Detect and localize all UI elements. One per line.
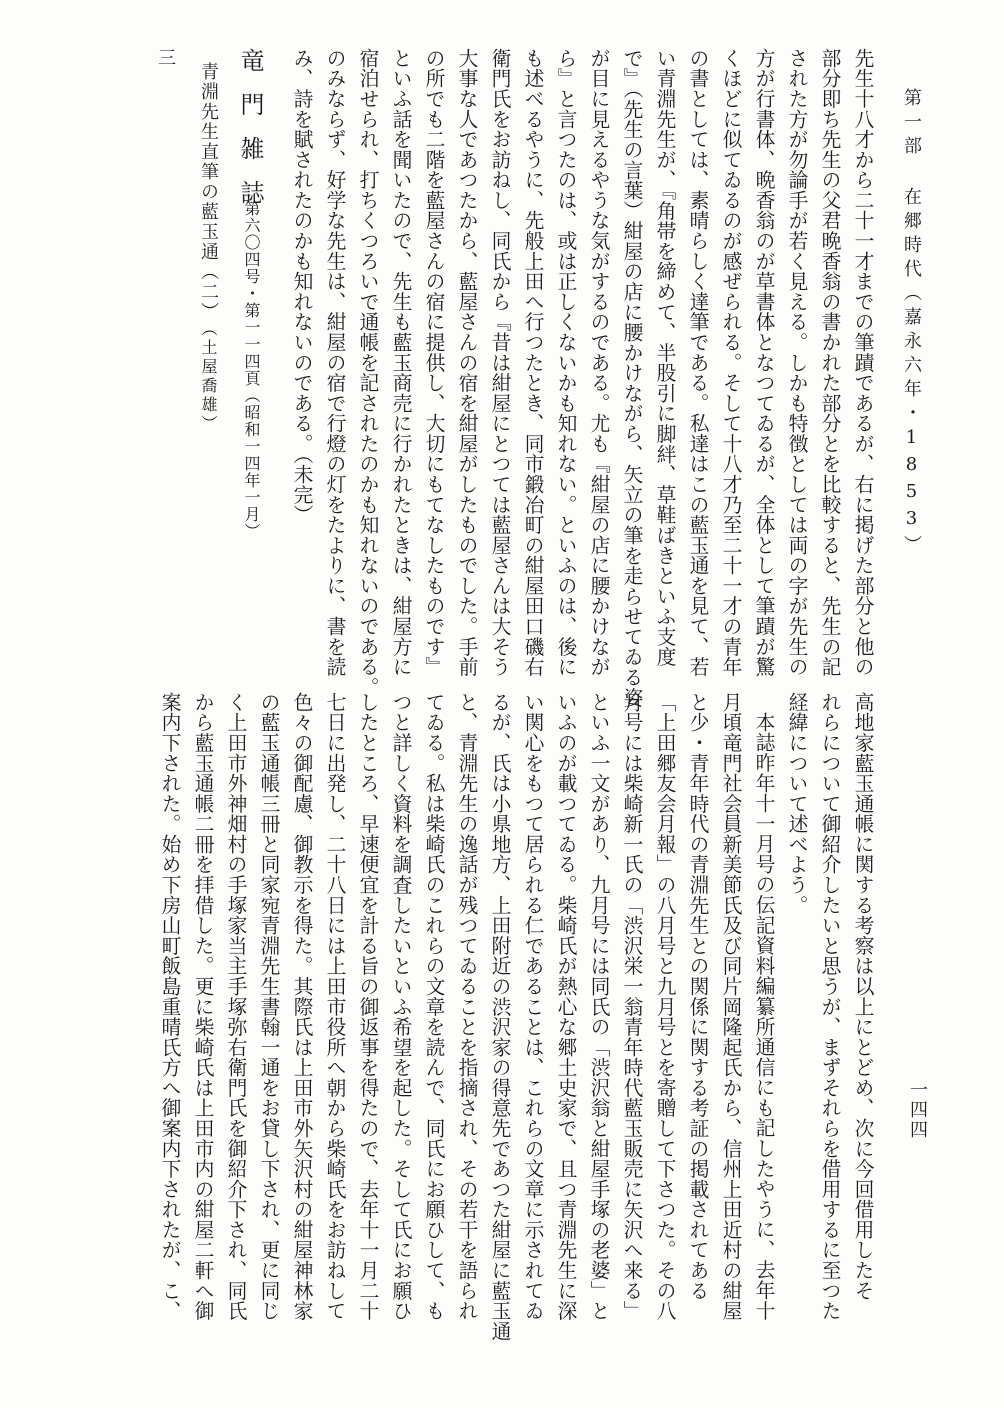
article-title: 青淵先生直筆の藍玉通（二） [198, 62, 219, 322]
text-column: いふのが載つてゐる。柴崎氏が熱心な郷土史家で、且つ青淵先生に深 [554, 692, 577, 1321]
text-column: の所でも二階を藍屋さんの宿に提供し、大切にもてなしたものです』 [422, 48, 445, 677]
text-column: 高地家藍玉通帳に関する考察は以上にとどめ、次に今回借用したそ [851, 692, 874, 1301]
text-column: くほどに似てゐるのが感ぜられる。そして十八才乃至二十一才の青年 [719, 48, 742, 677]
text-column: といふ一文があり、九月号には同氏の「渋沢翁と紺屋手塚の老婆」と [587, 692, 610, 1321]
text-column: と、青淵先生の逸話が残つてゐることを指摘され、その若干を語られ [455, 692, 478, 1321]
text-column: つと詳しく資料を調査したいといふ希望を起した。そして氏にお願ひ [389, 692, 412, 1321]
text-column: い関心をもつて居られる仁であることは、これらの文章に示されてゐ [521, 692, 544, 1321]
author: （土屋喬雄） [199, 320, 218, 434]
text-column: の書としては、素晴らしく達筆である。私達はこの藍玉通を見て、若 [686, 48, 709, 677]
folio-number: 三 [155, 48, 176, 66]
text-column: 経緯について述べよう。 [785, 692, 808, 916]
page-number: 一四四 [907, 1080, 928, 1140]
text-column: るが、氏は小県地方、上田附近の渋沢家の得意先であつた紺屋に藍玉通 [488, 692, 511, 1342]
text-column: 大事な人であつたから、藍屋さんの宿を紺屋がしたものでした。手前 [455, 48, 478, 677]
text-column: 月号には柴崎新一氏の「渋沢栄一翁青年時代藍玉販売に矢沢へ来る」 [620, 692, 643, 1321]
text-column: 色々の御配慮、御教示を得た。其際氏は上田市外矢沢村の紺屋神林家 [290, 692, 313, 1321]
text-column: のみならず、好学な先生は、紺屋の宿で行燈の灯をたよりに、書を読 [323, 48, 346, 677]
text-column: といふ話を聞いたので、先生も藍玉商売に行かれたときは、紺屋方に [389, 48, 412, 677]
text-column: も述べるやうに、先般上田へ行つたとき、同市鍛冶町の紺屋田口磯右 [521, 48, 544, 677]
text-column: い青淵先生が、『角帯を締めて、半股引に脚絆、草鞋ばきといふ支度 [653, 48, 676, 668]
text-column: と少・青年時代の青淵先生との関係に関する考証の掲載されてある [686, 692, 709, 1301]
text-column: で』（先生の言葉）紺屋の店に腰かけながら、矢立の筆を走らせてゐる姿 [620, 48, 643, 708]
issue-info: 第六〇四号・第一一四頁（昭和一四年一月） [242, 200, 261, 540]
text-column: したところ、早速便宜を計る旨の御返事を得たので、去年十一月二十 [356, 692, 379, 1321]
text-column: から藍玉通帳二冊を拝借した。更に柴崎氏は上田市内の紺屋二軒へ御 [191, 692, 214, 1321]
text-column: 先生十八才から二十一才までの筆蹟であるが、右に掲げた部分と他の [851, 48, 874, 677]
text-column: 月頃竜門社会員新美節氏及び同片岡隆起氏から、信州上田近村の紺屋 [719, 692, 742, 1321]
text-column: 部分即ち先生の父君晩香翁の書かれた部分とを比較すると、先生の記 [818, 48, 841, 677]
text-column: れらについて御紹介したいと思うが、まずそれらを借用するに至つた [818, 692, 841, 1321]
text-column: 衛門氏をお訪ねし、同氏から『昔は紺屋にとつては藍屋さんは大そう [488, 48, 511, 677]
text-column: 方が行書体、晩香翁のが草書体となつてゐるが、全体として筆蹟が驚 [752, 48, 775, 677]
text-column: く上田市外神畑村の手塚家当主手塚弥右衛門氏を御紹介下され、同氏 [224, 692, 247, 1321]
text-column: 七日に出発し、二十八日には上田市役所へ朝から柴崎氏をお訪ねして [323, 692, 346, 1321]
text-column: ら』と言つたのは、或は正しくないかも知れない。といふのは、後に [554, 48, 577, 677]
text-column: 宿泊せられ、打ちくつろいで通帳を記されたのかも知れないのである。 [356, 48, 379, 698]
text-column: の藍玉通帳三冊と同家宛青淵先生書翰一通をお貸し下され、更に同じ [257, 692, 280, 1321]
text-column: み、詩を賦されたのかも知れないのである。（未完） [290, 48, 313, 526]
text-column: された方が勿論手が若く見える。しかも特徴としては両の字が先生の [785, 48, 808, 677]
running-head: 第一部 在郷時代（嘉永六年・1853） [901, 88, 922, 559]
journal-title: 竜門雑誌 [236, 48, 264, 224]
text-column: 本誌昨年十一月号の伝記資料編纂所通信にも記したやうに、去年十 [752, 712, 775, 1321]
text-column: 「上田郷友会月報」の八月号と九月号とを寄贈して下さつた。その八 [653, 692, 676, 1321]
text-column: てゐる。私は柴崎氏のこれらの文章を読んで、同氏にお願ひして、も [422, 692, 445, 1321]
text-column: 案内下された。始め下房山町飯島重晴氏方へ御案内下されたが、こ、 [158, 692, 181, 1321]
text-column: が目に見えるやうな気がするのである。尤も『紺屋の店に腰かけなが [587, 48, 610, 677]
